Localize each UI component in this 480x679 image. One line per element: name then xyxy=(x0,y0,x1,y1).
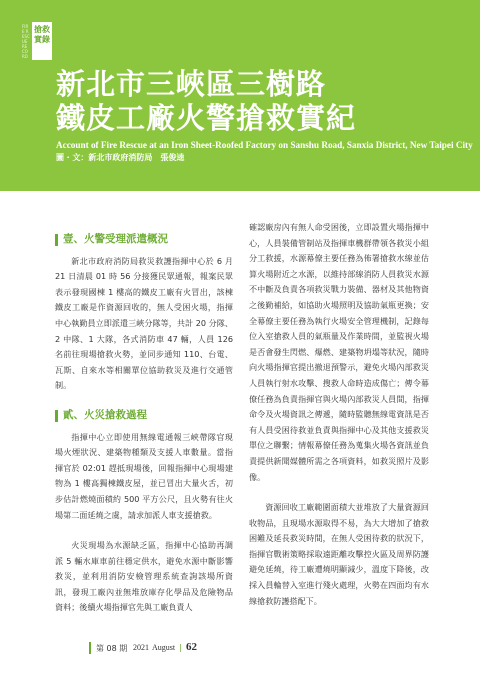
section-heading-2 xyxy=(55,408,233,424)
issue-year: 2021 xyxy=(133,643,149,652)
title-banner xyxy=(0,0,480,191)
paragraph: 確認廠房內有無人命受困後，立即設置火場指揮中心，人員裝備管制站及指揮車機群帶領各救災小組分工救援，水源幕僚主要任務為佈署搶救水線並估算火場附近之水源，以維持部線消防人員救災水源不中斷及負責各項救災戰力裝備、器材及其他物資之後勤補給，如協助火場照明及協助氣瓶更換；安全幕僚主要任務為執行火場安全管理機制，記錄每位入室搶救人員的氣瓶量及作業時間，並監視火場是否會發生閃燃、爆燃、建築物坍塌等狀況，隨時向火場指揮官提出撤退預警示，避免火場內部救災人員執行射水攻擊、搜救人命時造成傷亡；傳令幕僚任務為負責指揮官與火場內部救災人員間，指揮命令及火場資訊之傳遞，隨時監聽無線電資訊是否有人員受困待救並負責與指揮中心及其他支援救災單位之聯繫；情報幕僚任務為蒐集火場各資訊並負責提供新聞媒體所需之各項資料，如救災照片及影像。 xyxy=(249,222,429,482)
article-title-line2: 鐵皮工廠火警搶救實紀 xyxy=(56,101,357,135)
section-tag-line1: 搶救 xyxy=(34,25,50,34)
paragraph: 新北市政府消防局救災救護指揮中心於 6 月 21 日清晨 01 時 56 分接獲民眾通報，報案民眾表示發現國棟 1 樓高的鐵皮工廠有火冒出，該棟鐵皮工廠是作資源回收的，無人受困火場，指揮中心執勤員立即派遣三峽分隊等，共計 20 分隊、2 中隊、1 大隊，各式消防車 47 輛，人員 126 名前往現場搶救火勢，並同步通知 110、台電、瓦斯、自來水等相關單位協助救災及進行交通管制。 xyxy=(55,255,233,391)
paragraph: 指揮中心立即使用無線電通報三峽帶隊官現場火煙狀況、建築物種類及支援人車數量。當指揮官於 02:01 趕抵現場後，回報指揮中心現場建物為 1 樓高獨棟鐵皮屋，並已冒出大量火舌，初步估計燃燒面積約 500 平方公尺，且火勢有往火場第二面延燒之虞，請求加派人車支援搶救。 xyxy=(55,431,233,520)
heading-bar xyxy=(55,410,58,422)
section-heading-1-text: 壹、火警受理派遣概況 xyxy=(63,233,168,245)
byline: 圖 ‧ 文：新北市政府消防局 張俊逵 xyxy=(56,153,185,162)
paragraph: 資源回收工廠範圍面積大並堆放了大量資源回收物品，且現場水源取得不易，為大大增加了搶救困難及延長救災時間，在無人受困待救的狀況下，指揮官戰術策略採取遠距離攻擊控火區及周界防護避免延燒，待工廠遭燒明顯減少，溫度下降後，改採入員輪替入室進行殘火處理，火勢在四面均有水線搶救防護搭配下。 xyxy=(249,502,429,606)
article-title xyxy=(56,67,476,135)
paragraph: 火災現場為水源缺乏區，指揮中心協助再調派 5 輛水庫車前往穩定供水，避免水源中斷影響救災，並利用消防安檢管理系統查詢該場所資訊，發現工廠內並無堆放庫存化學品及危險物品資料；後續火場指揮官先與工廠負責人 xyxy=(55,540,233,613)
left-column xyxy=(55,232,233,616)
right-column xyxy=(249,220,429,609)
english-subtitle: Account of Fire Rescue at an Iron Sheet-Roofed Factory on Sanshu Road, Sanxia District, New Taipei City xyxy=(56,140,473,150)
section-heading-1 xyxy=(55,232,233,248)
article-title-line1: 新北市三峽區三樹路 xyxy=(56,67,327,101)
issue-number: 第 08 期 xyxy=(96,644,128,653)
page-footer xyxy=(0,642,480,656)
side-vertical-text: FIRE RESCUE RECORD xyxy=(22,24,30,59)
issue-month: August xyxy=(152,643,176,652)
heading-bar xyxy=(55,234,58,246)
footer-separator: | xyxy=(179,643,182,652)
section-tag-line2: 實錄 xyxy=(34,35,50,44)
section-heading-2-text: 貳、火災搶救過程 xyxy=(63,408,147,421)
page-number: 62 xyxy=(186,641,197,653)
footer-bar xyxy=(89,642,91,654)
section-tag xyxy=(32,22,52,60)
